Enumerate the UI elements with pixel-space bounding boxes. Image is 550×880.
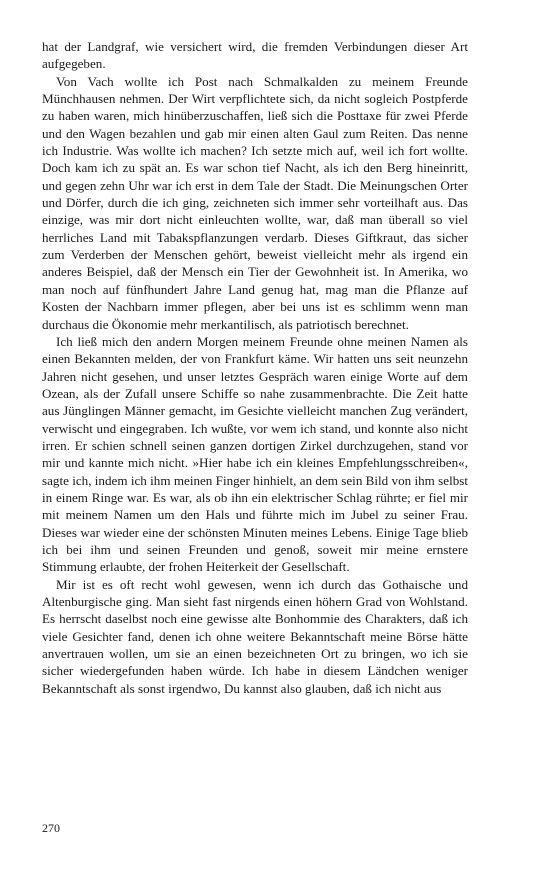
- paragraph-1: hat der Landgraf, wie versichert wird, die fremden Verbindungen dieser Art aufgegeben.: [42, 39, 468, 72]
- paragraph-3: Ich ließ mich den andern Morgen meinem Freunde ohne meinen Namen als einen Bekannten melden, der von Frankfurt käme. Wir hatten uns seit neunzehn Jahren nicht gesehen, und unser letztes Gespräch waren einige Worte auf dem Ozean, als der Zufall unsere Schiffe so nahe zusammenbrachte. Die Zeit hatte aus Jünglingen Männer gemacht, im Gesichte vielleicht manchen Zug verändert, verwischt und eingegraben. Ich wußte, vor wem ich stand, und konnte also nicht irren. Er schien schnell seinen ganzen dortigen Zirkel durchzugehen, stand vor mir und kannte mich nicht. »Hier habe ich ein kleines Empfehlungsschreiben«, sagte ich, indem ich ihm meinen Finger hinhielt, an dem sein Bild von ihm selbst in einem Ringe war. Es war, als ob ihn ein elektrischer Schlag rührte; er fiel mir mit meinem Namen um den Hals und führte mich im Jubel zu seiner Frau. Dieses war wieder eine der schönsten Minuten meines Lebens. Einige Tage blieb ich bei ihm und seinen Freunden und genoß, soweit mir meine ernstere Stimmung erlaubte, der frohen Heiterkeit der Gesellschaft.: [42, 333, 468, 575]
- page-number: 270: [42, 821, 60, 835]
- body-text: [42, 38, 468, 697]
- paragraph-4: Mir ist es oft recht wohl gewesen, wenn ich durch das Gothaische und Altenburgische ging. Man sieht fast nirgends einen höhern Grad von Wohlstand. Es herrscht daselbst noch eine gewisse alte Bonhommie des Charakters, daß ich viele Gesichter fand, denen ich ohne weitere Bekanntschaft meine Börse hätte anvertrauen wollen, um sie an einen bezeichneten Ort zu bringen, wo ich sie sicher wiedergefunden haben würde. Ich habe in diesem Ländchen weniger Bekanntschaft als sonst irgendwo, Du kannst also glauben, daß ich nicht aus: [42, 576, 468, 696]
- paragraph-2: Von Vach wollte ich Post nach Schmalkalden zu meinem Freunde Münchhausen nehmen. Der Wirt verpflichtete sich, da nicht sogleich Postpferde zu haben waren, mich hinüberzuschaffen, ließ sich die Posttaxe für zwei Pferde und den Wagen bezahlen und gab mir einen alten Gaul zum Reiten. Das nenne ich Industrie. Was wollte ich machen? Ich setzte mich auf, weil ich fort wollte. Doch kam ich zu spät an. Es war schon tief Nacht, als ich den Berg hineinritt, und gegen zehn Uhr war ich erst in dem Tale der Stadt. Die Meinungschen Orter und Dörfer, durch die ich ging, zeichneten sich immer sehr vorteilhaft aus. Das einzige, was mir dort nicht einleuchten wollte, war, daß man überall so viel herrliches Land mit Tabakspflanzungen verdarb. Dieses Giftkraut, das sicher zum Verderben der Menschen gehört, beweist vielleicht mehr als irgend ein anderes Beispiel, daß der Mensch ein Tier der Gewohnheit ist. In Amerika, wo man noch auf fünfhundert Jahre Land genug hat, mag man die Pflanze auf Kosten der Nachbarn immer pflegen, aber bei uns ist es schlimm wenn man durchaus die Ökonomie mehr merkantilisch, als patriotisch berechnet.: [42, 73, 468, 332]
